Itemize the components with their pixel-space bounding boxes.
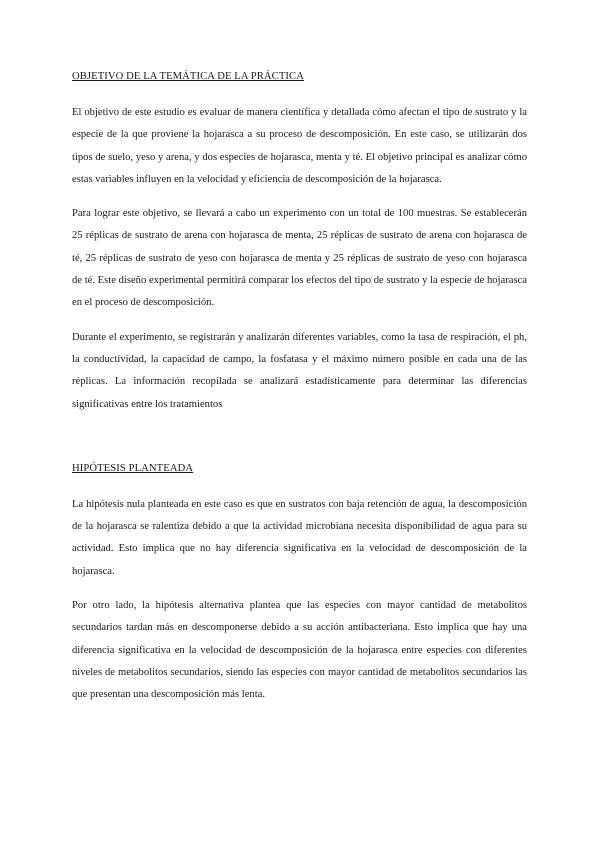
- document-page: [72, 70, 527, 719]
- paragraph-hipotesis-1: La hipótesis nula planteada en este caso es que en sustratos con baja retención de agua, la descomposición de la hojarasca se ralentiza debido a que la actividad microbiana necesita disponibilidad de agua para su actividad. Esto implica que no hay diferencia significativa en la velocidad de descomposición de la hojarasca.: [72, 498, 527, 577]
- paragraph-objetivo-3: Durante el experimento, se registrarán y analizarán diferentes variables, como la tasa de respiración, el ph, la conductividad, la capacidad de campo, la fosfatasa y el máximo número posible en cada una de las réplicas. La información recopilada se analizará estadísticamente para determinar las diferencias significativas entre los tratamientos: [72, 331, 527, 410]
- section-heading-hipotesis: HIPÓTESIS PLANTEADA: [72, 462, 194, 474]
- paragraph-hipotesis-2: Por otro lado, la hipótesis alternativa plantea que las especies con mayor cantidad de metabolitos secundarios tardan más en descomponerse debido a su acción antibacteriana. Esto implica que hay una diferencia significativa en la velocidad de descomposición de la hojarasca entre especies con diferentes niveles de metabolitos secundarios, siendo las especies con mayor cantidad de metabolitos secundarios las que presentan una descomposición más lenta.: [72, 600, 527, 701]
- paragraph-objetivo-2: Para lograr este objetivo, se llevará a cabo un experimento con un total de 100 muestras. Se establecerán 25 réplicas de sustrato de arena con hojarasca de menta, 25 réplicas de sustrato de arena con hojarasca de té, 25 réplicas de sustrato de yeso con hojarasca de menta y 25 réplicas de sustrato de yeso con hojarasca de té. Este diseño experimental permitirá comparar los efectos del tipo de sustrato y la especie de hojarasca en el proceso de descomposición.: [72, 208, 527, 309]
- section-heading-objetivo: OBJETIVO DE LA TEMÁTICA DE LA PRÁCTICA: [72, 71, 304, 82]
- paragraph-objetivo-1: El objetivo de este estudio es evaluar de manera científica y detallada cómo afectan el tipo de sustrato y la especie de la que proviene la hojarasca a su proceso de descomposición. En este caso, se utilizarán dos tipos de suelo, yeso y arena, y dos especies de hojarasca, menta y té. El objetivo principal es analizar cómo estas variables influyen en la velocidad y eficiencia de descomposición de la hojarasca.: [72, 107, 527, 185]
- section-spacer: [72, 428, 527, 462]
